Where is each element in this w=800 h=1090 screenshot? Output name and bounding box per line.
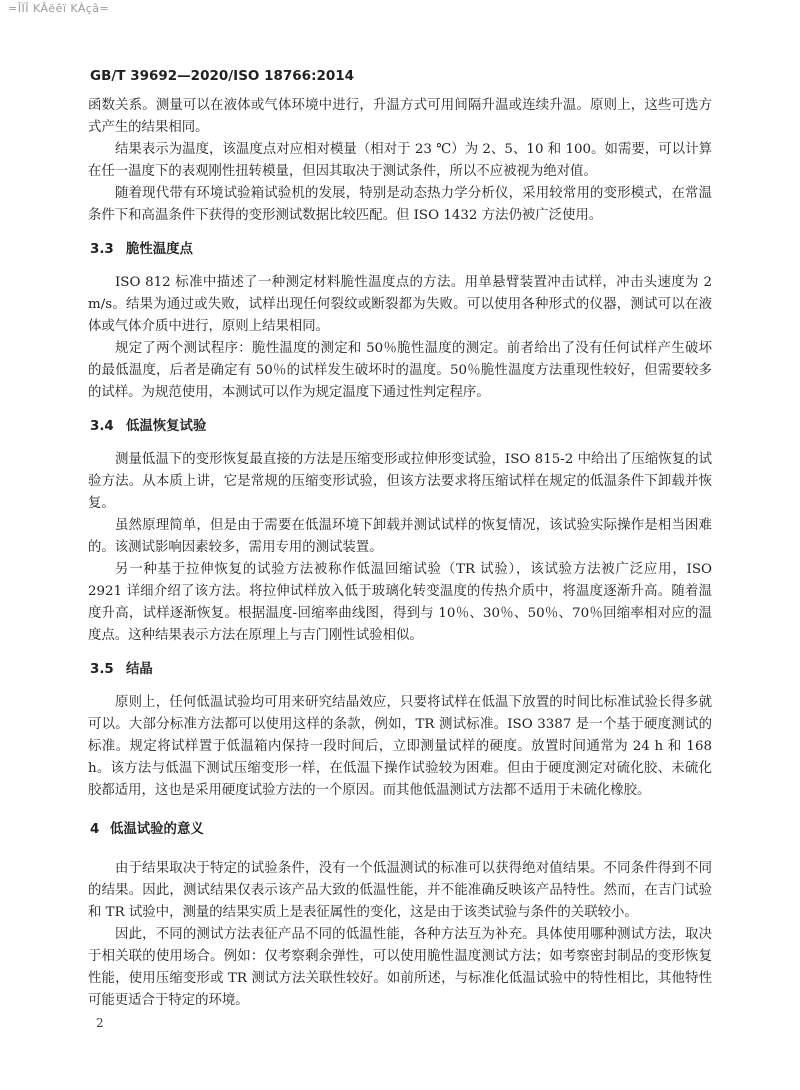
section-number: 3.5 xyxy=(90,662,114,677)
paragraph: 原则上，任何低温试验均可用来研究结晶效应，只要将试样在低温下放置的时间比标准试验长得多就可以。大部分标准方法都可以使用这样的条款，例如，TR 测试标准。ISO 3387 是一个基于硬度测试的标准。规定将试样置于低温箱内保持一段时间后，立即测量试样的硬度。放置时间通常为 24 h 和 168 h。该方法与低温下测试压缩变形一样，在低温下操作试验较为困难。但由于硬度测定对硫化胶、未硫化胶都适用，这也是采用硬度试验方法的一个原因。而其他低温测试方法都不适用于未硫化橡胶。 xyxy=(88,695,712,798)
standard-header: GB/T 39692—2020/ISO 18766:2014 xyxy=(90,68,355,84)
section-heading-3-4 xyxy=(90,417,712,437)
paragraph: 测量低温下的变形恢复最直接的方法是压缩变形或拉伸形变试验，ISO 815-2 中给出了压缩恢复的试验方法。从本质上讲，它是常规的压缩变形试验，但该方法要求将压缩试样在规定的低温条件下卸载并恢复。 xyxy=(88,452,712,511)
section-heading-4 xyxy=(90,820,712,840)
section-heading-3-5 xyxy=(90,660,712,680)
paragraph: 函数关系。测量可以在液体或气体环境中进行，升温方式可用间隔升温或连续升温。原则上，这些可选方式产生的结果相同。 xyxy=(88,98,712,135)
paragraph: ISO 812 标准中描述了一种测定材料脆性温度点的方法。用单悬臂装置冲击试样，冲击头速度为 2 m/s。结果为通过或失败，试样出现任何裂纹或断裂都为失败。可以使用各种形式的仪器，测试可以在液体或气体介质中进行，原则上结果相同。 xyxy=(88,275,712,334)
paragraph: 因此，不同的测试方法表征产品不同的低温性能，各种方法互为补充。具体使用哪种测试方法，取决于相关联的使用场合。例如：仅考察剩余弹性，可以使用脆性温度测试方法；如考察密封制品的变形恢复性能，使用压缩变形或 TR 测试方法关联性较好。如前所述，与标准化低温试验中的特性相比，其他特性可能更适合于特定的环境。 xyxy=(88,927,712,1008)
document-body xyxy=(88,95,712,1012)
section-title: 低温试验的意义 xyxy=(110,822,204,837)
section-number: 3.4 xyxy=(90,419,114,434)
paragraph: 由于结果取决于特定的试验条件，没有一个低温测试的标准可以获得绝对值结果。不同条件得到不同的结果。因此，测试结果仅表示该产品大致的低温性能，并不能准确反映该产品特性。然而，在吉门试验和 TR 试验中，测量的结果实质上是表征属性的变化，这是由于该类试验与条件的关联较小。 xyxy=(88,861,712,920)
section-heading-3-3 xyxy=(90,240,712,260)
page-number: 2 xyxy=(96,1016,104,1030)
paragraph: 虽然原理简单，但是由于需要在低温环境下卸载并测试试样的恢复情况，该试验实际操作是相当困难的。该测试影响因素较多，需用专用的测试装置。 xyxy=(88,518,712,555)
scan-watermark-text: =ÎÏÎ KÂëêï KÀçâ= xyxy=(8,2,110,15)
section-number: 3.3 xyxy=(90,242,114,257)
section-number: 4 xyxy=(90,822,100,837)
paragraph: 规定了两个测试程序：脆性温度的测定和 50％脆性温度的测定。前者给出了没有任何试样产生破坏的最低温度，后者是确定有 50％的试样发生破坏时的温度。50％脆性温度方法重现性较好，但需要较多的试样。为规范使用，本测试可以作为规定温度下通过性判定程序。 xyxy=(88,341,712,400)
paragraph: 结果表示为温度，该温度点对应相对模量（相对于 23 ℃）为 2、5、10 和 100。如需要，可以计算在任一温度下的表观刚性扭转模量，但因其取决于测试条件，所以不应被视为绝对值。 xyxy=(88,142,712,179)
section-title: 脆性温度点 xyxy=(126,242,193,257)
section-title: 结晶 xyxy=(126,662,153,677)
paragraph: 另一种基于拉伸恢复的试验方法被称作低温回缩试验（TR 试验），该试验方法被广泛应用，ISO 2921 详细介绍了该方法。将拉伸试样放入低于玻璃化转变温度的传热介质中，将温度逐渐升高。随着温度升高，试样逐渐恢复。根据温度-回缩率曲线图，得到与 10％、30％、50％、70％回缩率相对应的温度点。这种结果表示方法在原理上与吉门刚性试验相似。 xyxy=(88,562,712,643)
section-title: 低温恢复试验 xyxy=(126,419,207,434)
paragraph: 随着现代带有环境试验箱试验机的发展，特别是动态热力学分析仪，采用较常用的变形模式，在常温条件下和高温条件下获得的变形测试数据比较匹配。但 ISO 1432 方法仍被广泛使用。 xyxy=(88,186,712,223)
